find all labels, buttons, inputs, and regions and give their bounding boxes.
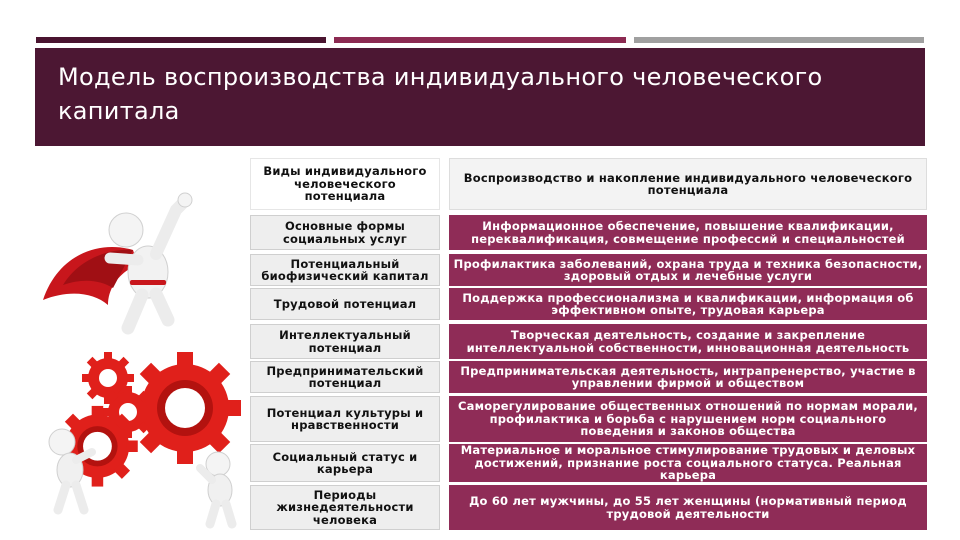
row-left-cell: Интеллектуальный потенциал <box>250 324 440 359</box>
gears-figures-icon <box>40 340 245 530</box>
row-left-cell: Основные формы социальных услуг <box>250 215 440 250</box>
row-right-cell: Информационное обеспечение, повышение квалификации, переквалификация, совмещение профессий и специальностей <box>449 215 927 250</box>
row-right-cell: Профилактика заболеваний, охрана труда и техника безопасности, здоровый отдых и лечебные услуги <box>449 254 927 286</box>
row-right-cell: Саморегулирование общественных отношений по нормам морали, профилактика и борьба с нарушением норм социального поведения и законов общества <box>449 396 927 442</box>
row-left-cell: Периоды жизнедеятельности человека <box>250 485 440 530</box>
row-right-cell: Предпринимательская деятельность, интрапренерство, участие в управлении фирмой и обществом <box>449 361 927 393</box>
row-right-cell: Материальное и моральное стимулирование трудовых и деловых достижений, признание роста социального статуса. Реальная карьера <box>449 444 927 482</box>
row-left-cell: Трудовой потенциал <box>250 288 440 320</box>
header-right-cell: Воспроизводство и накопление индивидуального человеческого потенциала <box>449 158 927 210</box>
row-right-cell: До 60 лет мужчины, до 55 лет женщины (нормативный период трудовой деятельности <box>449 485 927 530</box>
accent-bar-dark <box>36 37 326 43</box>
row-left-cell: Социальный статус и карьера <box>250 444 440 482</box>
header-left-cell: Виды индивидуального человеческого потенциала <box>250 158 440 210</box>
row-right-cell: Творческая деятельность, создание и закрепление интеллектуальной собственности, инновационная деятельность <box>449 324 927 359</box>
row-left-cell: Потенциальный биофизический капитал <box>250 254 440 286</box>
accent-bar-magenta <box>334 37 626 43</box>
slide-title: Модель воспроизводства индивидуального человеческого капитала <box>58 63 823 125</box>
row-left-cell: Предпринимательский потенциал <box>250 361 440 393</box>
superhero-figure-icon <box>38 180 213 340</box>
row-right-cell: Поддержка профессионализма и квалификации, информация об эффективном опыте, трудовая карьера <box>449 288 927 320</box>
row-left-cell: Потенциал культуры и нравственности <box>250 396 440 442</box>
accent-bar-gray <box>634 37 924 43</box>
